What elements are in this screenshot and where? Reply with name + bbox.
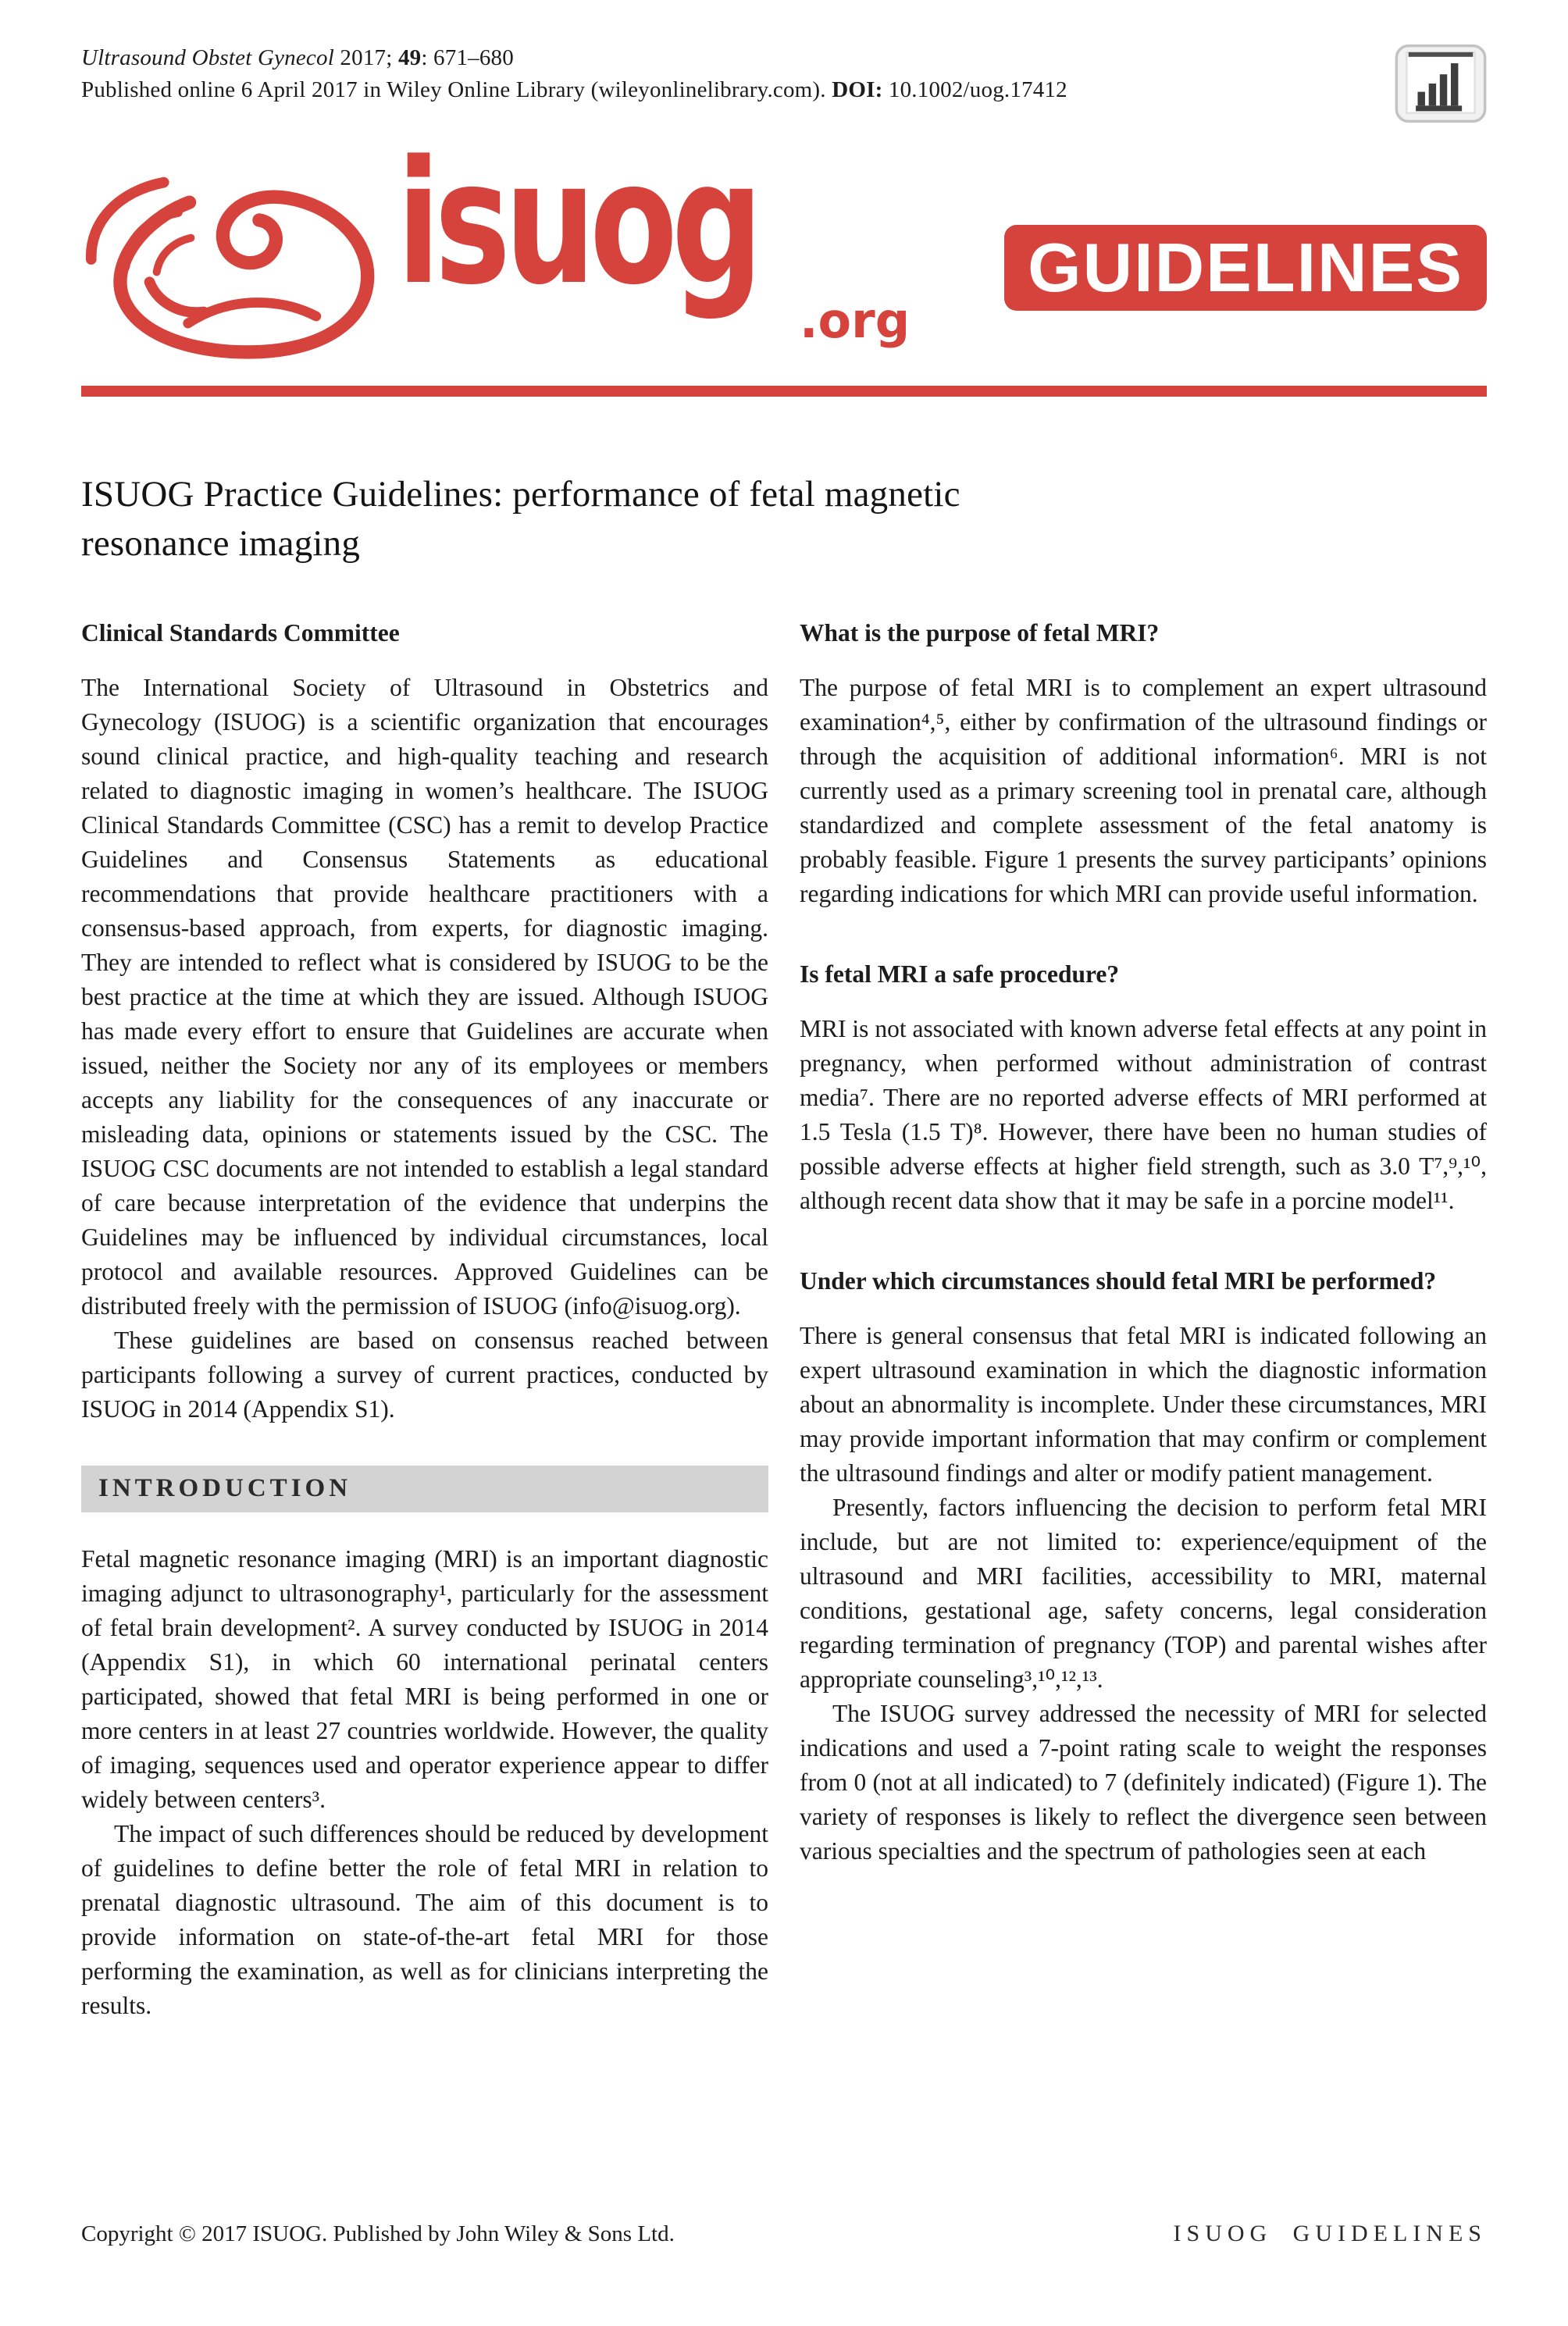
bar-chart-icon <box>1395 44 1487 123</box>
section-purpose-of-fetal-mri <box>800 617 1487 911</box>
citation-year: 2017; <box>333 45 398 70</box>
right-column <box>800 617 1487 2023</box>
citation-line-1 <box>81 42 1067 74</box>
section-is-fetal-mri-safe <box>800 958 1487 1218</box>
citation <box>81 42 1067 106</box>
section-header-introduction: INTRODUCTION <box>81 1466 768 1512</box>
divider-rule <box>81 386 1487 397</box>
article-title-line2: resonance imaging <box>81 523 361 564</box>
paragraph: Fetal magnetic resonance imaging (MRI) is an important diagnostic imaging adjunct to ultrasonography¹, particularly for the assessment of fetal brain development². A survey conducted by ISUOG in 2014 (Appendix S1), in which 60 international perinatal centers participated, showed that fetal MRI is being performed in one or more centers in at least 27 countries worldwide. However, the quality of imaging, sequences used and operator experience appear to differ widely between centers³. <box>81 1545 768 1813</box>
paragraph: The International Society of Ultrasound in Obstetrics and Gynecology (ISUOG) is a scientific organization that encourages sound clinical practice, and high-quality teaching and research related to diagnostic imaging in women’s healthcare. The ISUOG Clinical Standards Committee (CSC) has a remit to develop Practice Guidelines and Consensus Statements as educational recommendations that provide healthcare practitioners with a consensus-based approach, from experts, for diagnostic imaging. They are intended to reflect what is considered by ISUOG to be the best practice at the time at which they are issued. Although ISUOG has made every effort to ensure that Guidelines are accurate when issued, neither the Society nor any of its employees or members accepts any liability for the consequences of any inaccurate or misleading data, opinions or statements issued by the CSC. The ISUOG CSC documents are not intended to establish a legal standard of care because interpretation of the evidence that underpins the Guidelines may be influenced by individual circumstances, local protocol and available resources. Approved Guidelines can be distributed freely with the permission of ISUOG (info@isuog.org). <box>81 674 768 1320</box>
paragraph: MRI is not associated with known adverse fetal effects at any point in pregnancy, when performed without administration of contrast media⁷. There are no reported adverse effects of MRI performed at 1.5 Tesla (1.5 T)⁸. However, there have been no human studies of possible adverse effects at higher field strength, such as 3.0 T⁷,⁹,¹⁰, although recent data show that it may be safe in a porcine model¹¹. <box>800 1015 1487 1214</box>
logo-org-suffix: .org <box>800 292 911 349</box>
journal-name: Ultrasound Obstet Gynecol <box>81 45 334 70</box>
heading-clinical-standards-committee: Clinical Standards Committee <box>81 619 400 647</box>
header-row <box>81 42 1487 123</box>
paragraph: The purpose of fetal MRI is to complement an expert ultrasound examination⁴,⁵, either by confirmation of the ultrasound findings or through the acquisition of additional information⁶. MRI is not currently used as a primary screening tool in prenatal care, although standardized and complete assessment of the fetal anatomy is probably feasible. Figure 1 presents the survey participants’ opinions regarding indications for which MRI can provide useful information. <box>800 674 1487 907</box>
section-circumstances-for-fetal-mri <box>800 1265 1487 1868</box>
paragraph: These guidelines are based on consensus reached between participants following a survey of current practices, conducted by ISUOG in 2014 (Appendix S1). <box>81 1327 768 1423</box>
doi-label: DOI: <box>832 77 883 102</box>
published-line: Published online 6 April 2017 in Wiley Online Library (wileyonlinelibrary.com). <box>81 77 832 102</box>
article-title-line1: ISUOG Practice Guidelines: performance of fetal magnetic <box>81 474 960 515</box>
brand-row <box>81 125 1487 362</box>
article-body <box>81 617 1487 2023</box>
guidelines-banner: GUIDELINES <box>1004 225 1487 311</box>
paragraph: The impact of such differences should be reduced by development of guidelines to define better the role of fetal MRI in relation to prenatal diagnostic ultrasound. The aim of this document is to provide information on state-of-the-art fetal MRI for those performing the examination, as well as for clinicians interpreting the results. <box>81 1820 768 2019</box>
metrics-button[interactable] <box>1395 44 1487 123</box>
left-column <box>81 617 768 2023</box>
logo-wordmark: isuog <box>397 125 757 322</box>
article-title <box>81 470 1487 568</box>
heading-is-fetal-mri-safe: Is fetal MRI a safe procedure? <box>800 960 1120 988</box>
isuog-logo <box>81 125 911 362</box>
heading-purpose-of-fetal-mri: What is the purpose of fetal MRI? <box>800 619 1160 647</box>
paragraph: There is general consensus that fetal MRI is indicated following an expert ultrasound examination in which the diagnostic information about an abnormality is incomplete. Under these circumstances, MRI may provide important information that may confirm or complement the ultrasound findings and alter or modify patient management. <box>800 1322 1487 1487</box>
heading-circumstances-for-fetal-mri: Under which circumstances should fetal MRI be performed? <box>800 1267 1437 1295</box>
volume-number: 49 <box>397 45 422 70</box>
page-footer <box>81 2220 1487 2248</box>
paragraph: Presently, factors influencing the decision to perform fetal MRI include, but are not limited to: experience/equipment of the ultrasound and MRI facilities, accessibility to MRI, maternal conditions, gestational age, safety concerns, legal consideration regarding termination of pregnancy (TOP) and parental wishes after appropriate counseling³,¹⁰,¹²,¹³. <box>800 1494 1487 1693</box>
running-footer: ISUOG GUIDELINES <box>1173 2221 1487 2246</box>
fetal-head-icon <box>81 175 387 361</box>
copyright-notice: Copyright © 2017 ISUOG. Published by John Wiley & Sons Ltd. <box>81 2221 675 2246</box>
citation-line-2 <box>81 74 1067 106</box>
paragraph: The ISUOG survey addressed the necessity of MRI for selected indications and used a 7-point rating scale to weight the responses from 0 (not at all indicated) to 7 (definitely indicated) (Figure 1). The variety of responses is likely to reflect the divergence seen between various specialties and the spectrum of pathologies seen at each <box>800 1700 1487 1865</box>
page-range: : 671–680 <box>421 45 514 70</box>
doi-value: 10.1002/uog.17412 <box>882 77 1067 102</box>
